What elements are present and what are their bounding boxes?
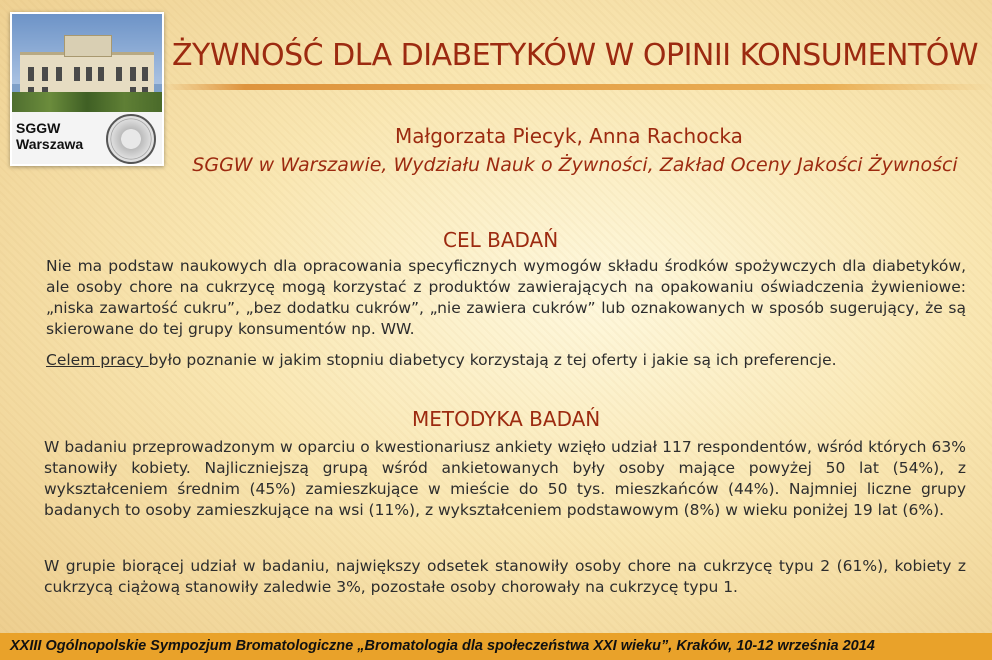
authors: Małgorzata Piecyk, Anna Rachocka: [395, 124, 743, 148]
metodyka-paragraph-1: W badaniu przeprowadzonym w oparciu o kwestionariusz ankiety wzięło udział 117 respondentów, wśród których 63% stanowiły kobiety. Najliczniejszą grupą wśród ankietowanych były osoby mające powyżej 50 lat (54%), z wykształceniem średnim (45%) zamieszkujące w mieście do 50 tys. mieszkańców (44%). Najmniej liczne grupy badanych to osoby zamieszkujące na wsi (11%), z wykształceniem podstawowym (8%) w wieku poniżej 19 lat (6%).: [44, 438, 966, 519]
aim-text: było poznanie w jakim stopniu diabetycy korzystają z tej oferty i jakie są ich preferencje.: [148, 351, 837, 369]
section-heading-metodyka: METODYKA BADAŃ: [412, 407, 601, 431]
logo-window: [116, 67, 122, 81]
metodyka-paragraph-2: W grupie biorącej udział w badaniu, największy odsetek stanowiły osoby chore na cukrzycę typu 2 (61%), kobiety z cukrzycą ciążową stanowiły zaledwie 3%, pozostałe osoby chorowały na cukrzycę typu 1.: [44, 557, 966, 596]
title-underline-decoration: [162, 84, 992, 90]
logo-window: [98, 67, 104, 81]
logo-window: [86, 67, 92, 81]
section-heading-cel: CEL BADAŃ: [443, 228, 559, 252]
logo-window: [130, 67, 136, 81]
footer-conference-banner: XXIII Ogólnopolskie Sympozjum Bromatologiczne „Bromatologia dla społeczeństwa XXI wieku”, Kraków, 10-12 września 2014: [0, 633, 992, 660]
aim-paragraph: [46, 350, 966, 371]
logo-line2: Warszawa: [16, 136, 84, 152]
logo-building-roof: [64, 35, 112, 57]
logo-window: [42, 67, 48, 81]
sggw-logo: [10, 12, 164, 166]
affiliation: SGGW w Warszawie, Wydziału Nauk o Żywności, Zakład Oceny Jakości Żywności: [192, 154, 958, 176]
university-seal-icon: [106, 114, 156, 164]
logo-window: [56, 67, 62, 81]
poster-title: ŻYWNOŚĆ DLA DIABETYKÓW W OPINII KONSUMENTÓW: [172, 38, 979, 73]
logo-text: [16, 120, 83, 152]
logo-trees: [12, 92, 162, 112]
logo-window: [28, 67, 34, 81]
logo-window: [74, 67, 80, 81]
logo-window: [142, 67, 148, 81]
aim-label: Celem pracy: [46, 351, 149, 369]
logo-line1: SGGW: [16, 120, 61, 136]
cel-paragraph: Nie ma podstaw naukowych dla opracowania specyficznych wymogów składu środków spożywczych dla diabetyków, ale osoby chore na cukrzycę mogą korzystać z produktów zawierających na opakowaniu oświadczenia żywieniowe: „niska zawartość cukru”, „bez dodatku cukrów”, „nie zawiera cukrów” lub oznakowanych w sposób sugerujący, że są skierowane do tej grupy konsumentów np. WW.: [46, 257, 966, 338]
